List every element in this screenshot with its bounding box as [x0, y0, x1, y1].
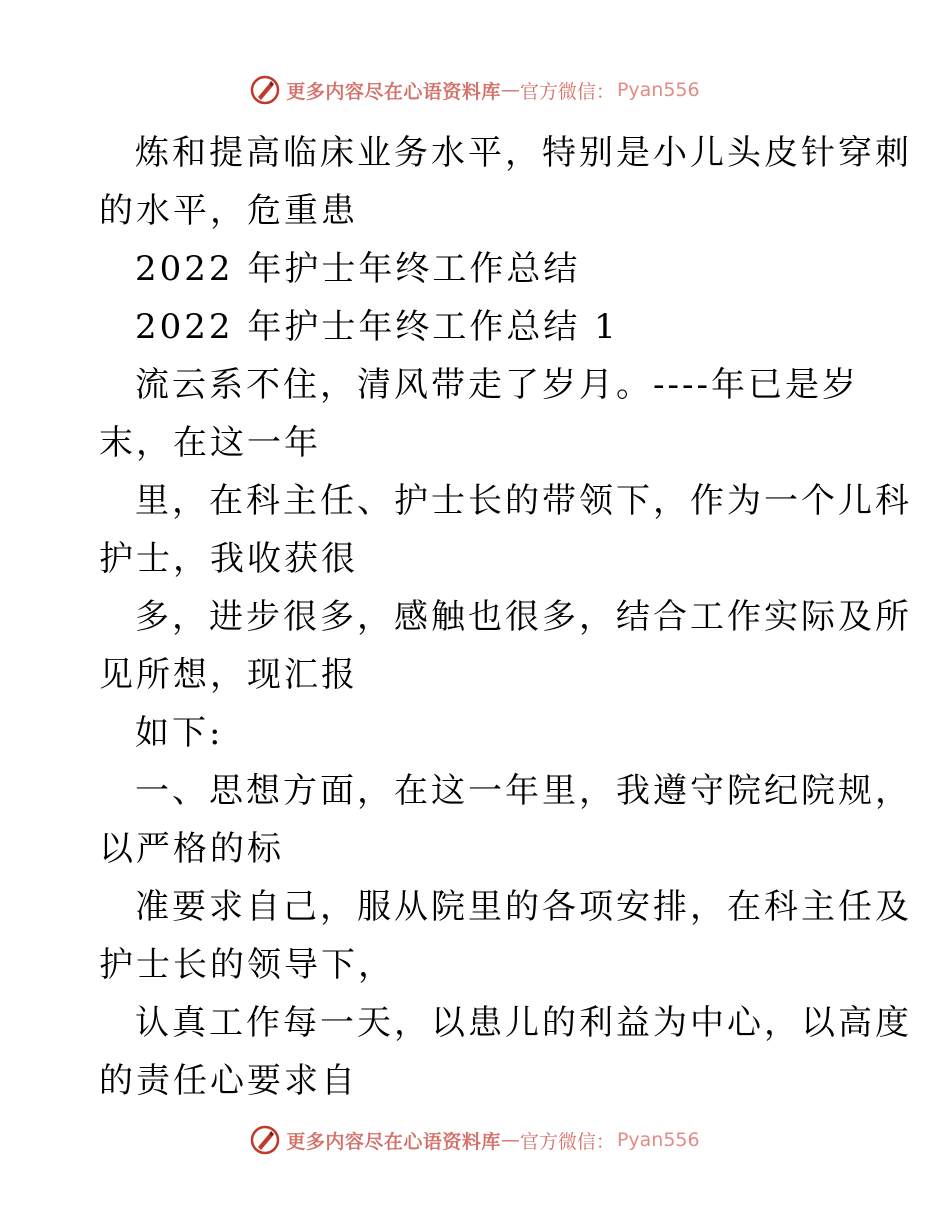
- text-line: 如下:: [135, 713, 224, 753]
- text-line: 2022 年护士年终工作总结: [135, 249, 581, 289]
- watermark-label: 官方微信：: [519, 80, 615, 103]
- text-line: 认真工作每一天，以患儿的利益为中心，以高度: [135, 1003, 912, 1043]
- watermark-account: Pyan556: [616, 1129, 700, 1151]
- watermark-account: Pyan556: [616, 79, 700, 101]
- pen-logo-icon: [250, 75, 280, 105]
- text-line: 流云系不住，清风带走了岁月。----年已是岁: [135, 365, 859, 405]
- text-line: 一、思想方面，在这一年里，我遵守院纪院规，: [135, 771, 912, 811]
- text-line: 护士长的领导下，: [99, 945, 395, 985]
- text-line: 多，进步很多，感触也很多，结合工作实际及所: [135, 597, 912, 637]
- pen-logo-icon: [250, 1125, 280, 1155]
- watermark-site: 更多内容尽在心语资料库: [286, 1130, 501, 1153]
- watermark-footer: [0, 1122, 950, 1158]
- watermark-header: [0, 72, 950, 108]
- text-line: 的水平，危重患: [99, 191, 358, 231]
- watermark-label: 官方微信：: [519, 1130, 615, 1153]
- text-line: 护士，我收获很: [99, 539, 358, 579]
- text-line: 准要求自己，服从院里的各项安排，在科主任及: [135, 887, 912, 927]
- watermark-separator: —: [500, 79, 520, 101]
- text-line: 2022 年护士年终工作总结 1: [135, 307, 619, 347]
- watermark-separator: —: [500, 1129, 520, 1151]
- text-line: 末，在这一年: [99, 423, 321, 463]
- text-line: 的责任心要求自: [99, 1061, 358, 1101]
- document-body: [99, 124, 912, 1110]
- text-line: 里，在科主任、护士长的带领下，作为一个儿科: [135, 481, 912, 521]
- text-line: 炼和提高临床业务水平，特别是小儿头皮针穿刺: [135, 133, 912, 173]
- text-line: 见所想，现汇报: [99, 655, 358, 695]
- watermark-site: 更多内容尽在心语资料库: [286, 80, 501, 103]
- text-line: 以严格的标: [99, 829, 284, 869]
